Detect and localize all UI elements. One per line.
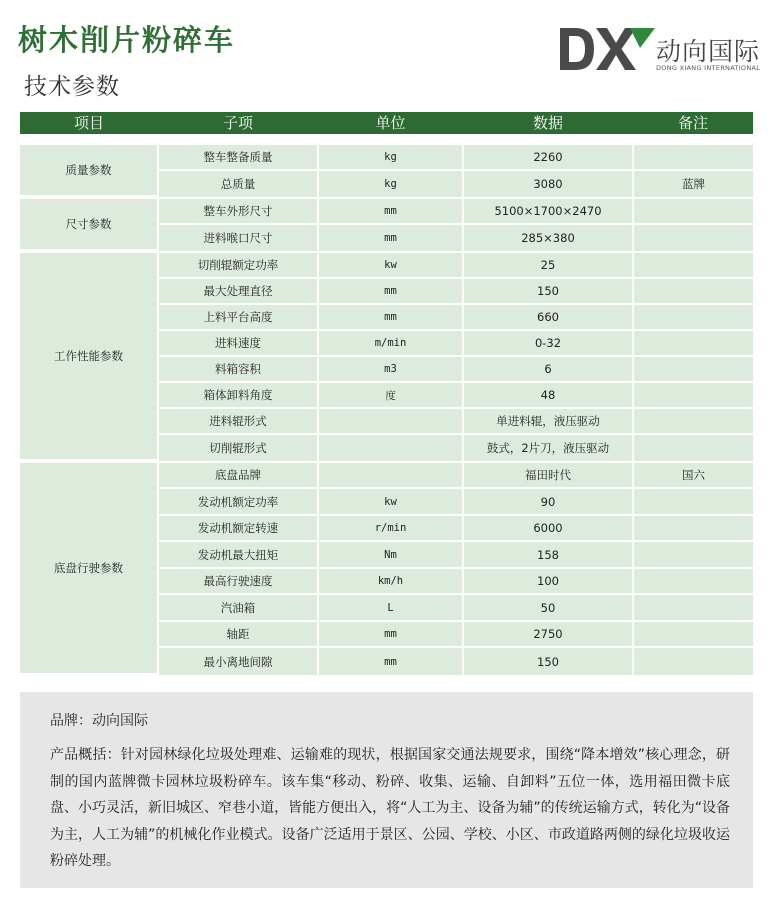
row-item: 最小离地间隙 <box>159 648 317 675</box>
row-category: 尺寸参数 <box>20 199 157 249</box>
row-item: 进料速度 <box>159 331 317 355</box>
row-value: 25 <box>464 253 632 277</box>
row-unit <box>319 435 462 461</box>
row-item: 切削辊形式 <box>159 435 317 461</box>
row-unit: m3 <box>319 357 462 381</box>
header-value: 数据 <box>532 114 563 132</box>
row-note <box>634 357 753 381</box>
row-unit: mm <box>319 225 462 251</box>
row-note <box>634 199 753 223</box>
row-item: 箱体卸料角度 <box>159 383 317 407</box>
logo-chinese-name: 动向国际 <box>656 37 761 66</box>
row-category: 质量参数 <box>20 145 157 195</box>
row-item: 进料喉口尺寸 <box>159 225 317 251</box>
row-note <box>634 409 753 433</box>
row-value: 2260 <box>464 145 632 169</box>
row-value: 285×380 <box>464 225 632 251</box>
row-value: 158 <box>464 542 632 567</box>
row-item: 切削辊额定功率 <box>159 253 317 277</box>
row-note <box>634 331 753 355</box>
row-item: 底盘品牌 <box>159 463 317 487</box>
row-note: 国六 <box>634 463 753 487</box>
row-note <box>634 253 753 277</box>
row-unit <box>319 409 462 433</box>
row-note <box>634 516 753 540</box>
row-value: 150 <box>464 279 632 303</box>
row-value: 3080 <box>464 171 632 197</box>
row-value: 鼓式，2片刀，液压驱动 <box>464 435 632 461</box>
row-value: 0-32 <box>464 331 632 355</box>
row-note <box>634 622 753 646</box>
header-item: 子项 <box>222 114 253 132</box>
row-item: 整车整备质量 <box>159 145 317 169</box>
row-category: 底盘行驶参数 <box>20 463 157 673</box>
row-item: 整车外形尺寸 <box>159 199 317 223</box>
row-value: 单进料辊，液压驱动 <box>464 409 632 433</box>
row-item: 进料辊形式 <box>159 409 317 433</box>
row-item: 发动机额定转速 <box>159 516 317 540</box>
row-unit: mm <box>319 305 462 329</box>
row-note <box>634 489 753 514</box>
row-unit <box>319 463 462 487</box>
row-value: 100 <box>464 569 632 593</box>
row-note <box>634 225 753 251</box>
row-value: 5100×1700×2470 <box>464 199 632 223</box>
row-item: 总质量 <box>159 171 317 197</box>
product-info-box <box>20 692 753 888</box>
row-unit: kg <box>319 145 462 169</box>
row-value: 2750 <box>464 622 632 646</box>
row-item: 最高行驶速度 <box>159 569 317 593</box>
row-item: 料箱容积 <box>159 357 317 381</box>
table-header <box>20 112 753 134</box>
row-unit: mm <box>319 199 462 223</box>
row-value: 福田时代 <box>464 463 632 487</box>
brand-logo <box>558 22 761 74</box>
product-description: 产品概括：针对园林绿化垃圾处理难、运输难的现状，根据国家交通法规要求，围绕“降本增效”核心理念，研制的国内蓝牌微卡园林垃圾粉碎车。该车集“移动、粉碎、收集、运输、自卸料”五位一体，选用福田微卡底盘、小巧灵活，新旧城区、窄巷小道，皆能方便出入，将“人工为主、设备为辅”的传统运输方式，转化为“设备为主，人工为辅”的机械化作业模式。设备广泛适用于景区、公园、学校、小区、市政道路两侧的绿化垃圾收运粉碎处理。 <box>50 747 730 869</box>
row-note <box>634 383 753 407</box>
row-category: 工作性能参数 <box>20 253 157 459</box>
row-value: 90 <box>464 489 632 514</box>
row-unit: mm <box>319 279 462 303</box>
header-category: 项目 <box>73 114 104 132</box>
row-item: 汽油箱 <box>159 595 317 620</box>
header-note: 备注 <box>677 114 708 132</box>
row-note <box>634 145 753 169</box>
row-unit: km/h <box>319 569 462 593</box>
row-item: 最大处理直径 <box>159 279 317 303</box>
row-unit: m/min <box>319 331 462 355</box>
page-title: 树木削片粉碎车 <box>18 23 236 57</box>
row-unit: kg <box>319 171 462 197</box>
row-unit: mm <box>319 648 462 675</box>
row-note: 蓝牌 <box>634 171 753 197</box>
row-note <box>634 305 753 329</box>
row-unit: Nm <box>319 542 462 567</box>
row-unit: 度 <box>319 383 462 407</box>
row-note <box>634 595 753 620</box>
brand-line: 品牌：动向国际 <box>50 713 148 729</box>
row-unit: kw <box>319 489 462 514</box>
row-unit: mm <box>319 622 462 646</box>
row-value: 6 <box>464 357 632 381</box>
row-unit: kw <box>319 253 462 277</box>
header-unit: 单位 <box>375 114 406 132</box>
row-value: 50 <box>464 595 632 620</box>
row-note <box>634 279 753 303</box>
row-note <box>634 648 753 675</box>
row-item: 发动机最大扭矩 <box>159 542 317 567</box>
row-value: 48 <box>464 383 632 407</box>
row-value: 660 <box>464 305 632 329</box>
row-unit: r/min <box>319 516 462 540</box>
row-value: 150 <box>464 648 632 675</box>
row-value: 6000 <box>464 516 632 540</box>
page-subtitle: 技术参数 <box>24 74 120 100</box>
row-item: 上料平台高度 <box>159 305 317 329</box>
logo-english-name: DONG XIANG INTERNATIONAL <box>656 64 761 72</box>
spec-table <box>20 145 753 669</box>
row-item: 轴距 <box>159 622 317 646</box>
dx-logo-mark <box>558 22 658 74</box>
row-item: 发动机额定功率 <box>159 489 317 514</box>
row-note <box>634 435 753 461</box>
row-note <box>634 569 753 593</box>
row-note <box>634 542 753 567</box>
row-unit: L <box>319 595 462 620</box>
